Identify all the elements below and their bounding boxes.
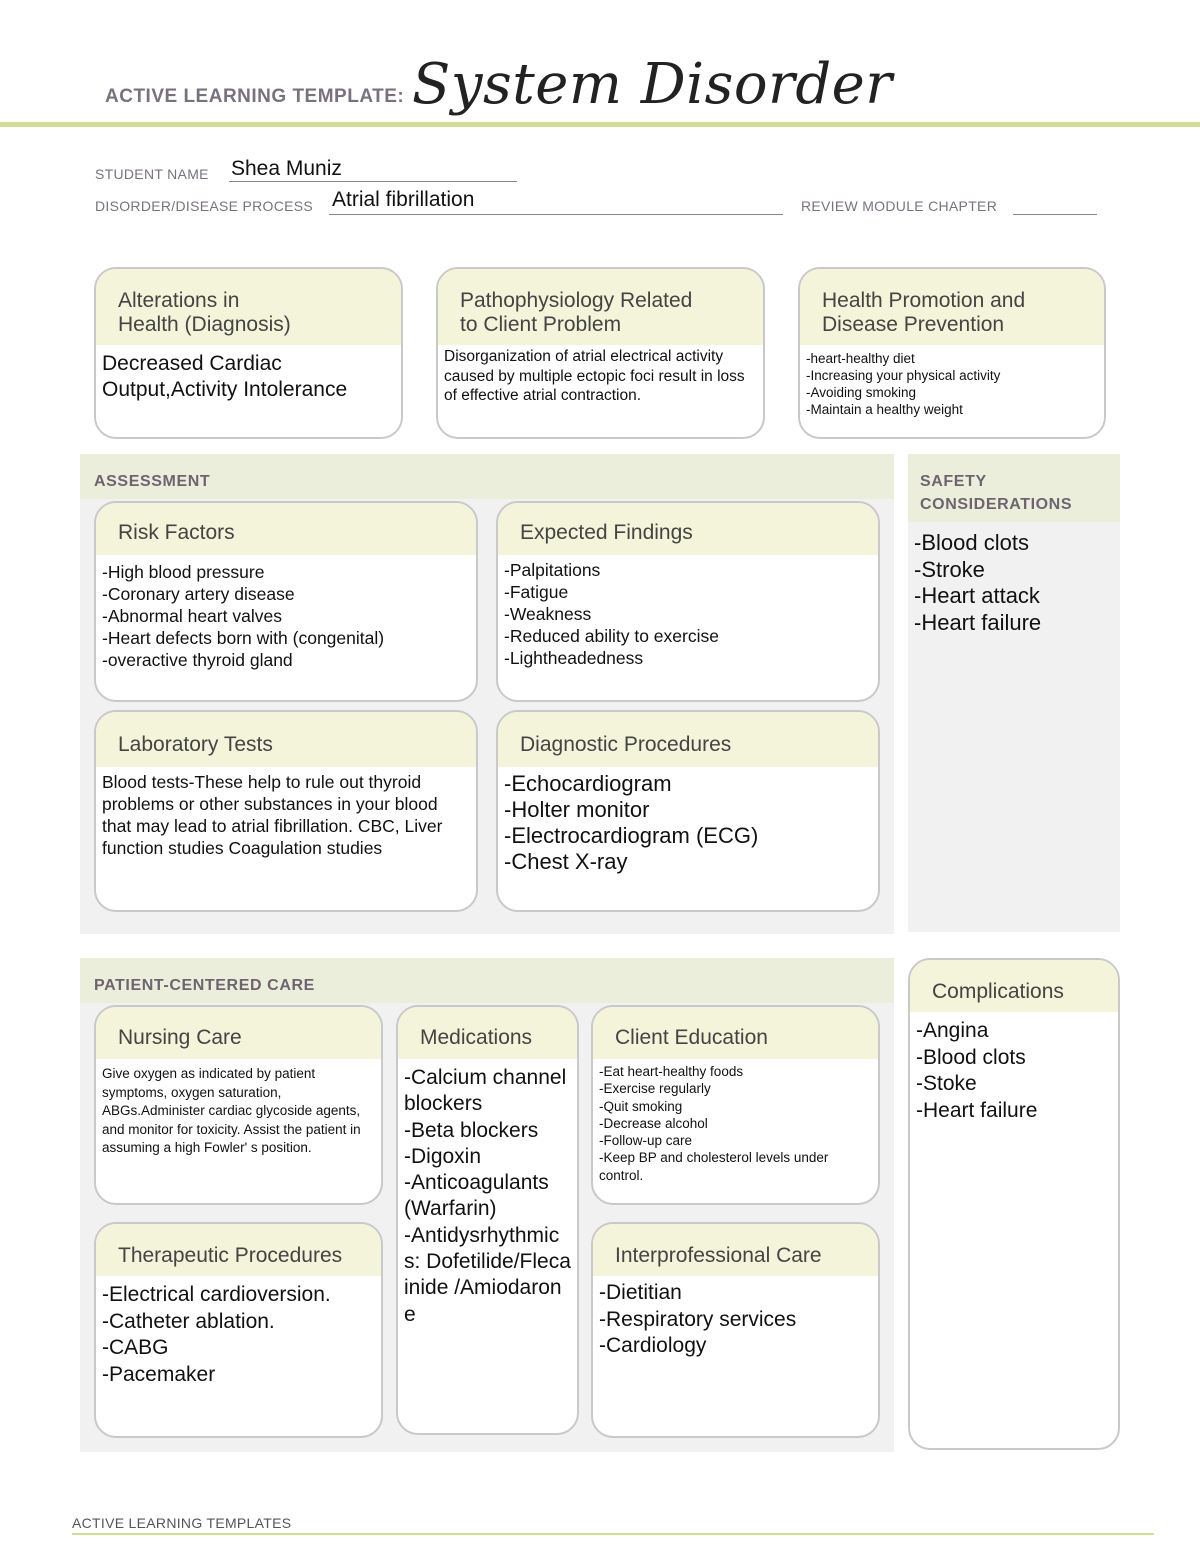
therapeutic-procedures-box xyxy=(94,1222,383,1438)
student-name-value: Shea Muniz xyxy=(231,157,342,180)
alterations-body: Decreased Cardiac Output,Activity Intolerance xyxy=(102,352,348,401)
template-label: ACTIVE LEARNING TEMPLATE: xyxy=(105,86,405,107)
expected-findings-box xyxy=(496,501,880,702)
client-education-body: -Eat heart-healthy foods -Exercise regularly -Quit smoking -Decrease alcohol -Follow-up care -Keep BP and cholesterol levels under control. xyxy=(599,1064,829,1183)
interprofessional-care-title: Interprofessional Care xyxy=(593,1224,878,1276)
medications-title: Medications xyxy=(398,1007,577,1059)
interprofessional-care-box xyxy=(591,1222,880,1438)
review-module-field[interactable] xyxy=(1013,198,1097,215)
risk-factors-body: -High blood pressure -Coronary artery disease -Abnormal heart valves -Heart defects born with (congenital) -overactive thyroid gland xyxy=(102,562,385,670)
assessment-title: ASSESSMENT xyxy=(94,473,211,490)
pathophysiology-title: Pathophysiology Related to Client Problem xyxy=(438,269,763,345)
patient-care-title: PATIENT-CENTERED CARE xyxy=(94,977,315,994)
therapeutic-procedures-body: -Electrical cardioversion. -Catheter ablation. -CABG -Pacemaker xyxy=(102,1283,331,1386)
health-promotion-body: -heart-healthy diet -Increasing your physical activity -Avoiding smoking -Maintain a healthy weight xyxy=(806,351,1001,417)
footer-divider xyxy=(72,1533,1154,1535)
laboratory-tests-box xyxy=(94,710,478,912)
diagnostic-procedures-title: Diagnostic Procedures xyxy=(498,712,878,767)
footer-label: ACTIVE LEARNING TEMPLATES xyxy=(72,1515,292,1531)
medications-body: -Calcium channel blockers -Beta blockers -Digoxin -Anticoagulants (Warfarin) -Antidysrhythmics: Dofetilide/Flecainide /Amiodarone xyxy=(404,1066,571,1326)
expected-findings-title: Expected Findings xyxy=(498,503,878,555)
disorder-value: Atrial fibrillation xyxy=(332,188,475,211)
disorder-field[interactable] xyxy=(329,188,783,215)
client-education-box xyxy=(591,1005,880,1205)
pathophysiology-body: Disorganization of atrial electrical activity caused by multiple ectopic foci result in loss of effective atrial contraction. xyxy=(444,348,745,404)
expected-findings-body: -Palpitations -Fatigue -Weakness -Reduced ability to exercise -Lightheadedness xyxy=(504,560,719,668)
diagnostic-procedures-box xyxy=(496,710,880,912)
medications-box xyxy=(396,1005,579,1435)
header-divider xyxy=(0,122,1200,127)
nursing-care-body: Give oxygen as indicated by patient symptoms, oxygen saturation, ABGs.Administer cardiac glycoside agents, and monitor for toxicity. Assist the patient in assuming a high Fowler' s position. xyxy=(102,1066,361,1155)
review-module-label: REVIEW MODULE CHAPTER xyxy=(801,198,998,214)
risk-factors-title: Risk Factors xyxy=(96,503,476,555)
alterations-box xyxy=(94,267,403,439)
therapeutic-procedures-title: Therapeutic Procedures xyxy=(96,1224,381,1276)
disorder-label: DISORDER/DISEASE PROCESS xyxy=(95,198,314,214)
client-education-title: Client Education xyxy=(593,1007,878,1059)
safety-title: SAFETY CONSIDERATIONS xyxy=(908,454,1120,522)
interprofessional-care-body: -Dietitian -Respiratory services -Cardiology xyxy=(599,1281,797,1357)
health-promotion-box xyxy=(798,267,1106,439)
risk-factors-box xyxy=(94,501,478,702)
student-name-field[interactable] xyxy=(229,157,517,182)
nursing-care-title: Nursing Care xyxy=(96,1007,381,1059)
diagnostic-procedures-body: -Echocardiogram -Holter monitor -Electrocardiogram (ECG) -Chest X-ray xyxy=(504,771,759,874)
laboratory-tests-title: Laboratory Tests xyxy=(96,712,476,767)
nursing-care-box xyxy=(94,1005,383,1205)
pathophysiology-box xyxy=(436,267,765,439)
student-name-label: STUDENT NAME xyxy=(95,166,209,182)
laboratory-tests-body: Blood tests-These help to rule out thyroid problems or other substances in your blood that may lead to atrial fibrillation. CBC, Liver function studies Coagulation studies xyxy=(102,772,443,858)
safety-body: -Blood clots -Stroke -Heart attack -Heart failure xyxy=(914,530,1042,635)
alterations-title: Alterations in Health (Diagnosis) xyxy=(96,269,401,345)
complications-body: -Angina -Blood clots -Stoke -Heart failure xyxy=(916,1019,1038,1122)
complications-title: Complications xyxy=(910,960,1118,1012)
complications-box xyxy=(908,958,1120,1450)
safety-panel xyxy=(908,454,1120,932)
health-promotion-title: Health Promotion and Disease Prevention xyxy=(800,269,1104,345)
page-title: System Disorder xyxy=(412,52,893,117)
